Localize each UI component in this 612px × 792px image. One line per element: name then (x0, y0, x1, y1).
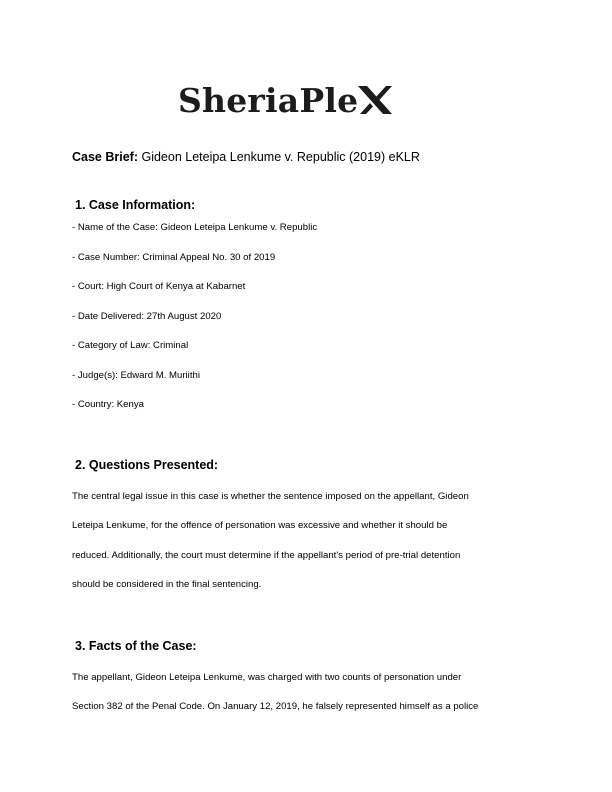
case-info-number: - Case Number: Criminal Appeal No. 30 of 2019 (72, 252, 276, 263)
case-brief-name: Gideon Leteipa Lenkume v. Republic (2019) eKLR (138, 150, 420, 164)
logo-wordmark: SheriaPle (178, 80, 359, 120)
case-info-date: - Date Delivered: 27th August 2020 (72, 311, 222, 322)
case-info-judges: - Judge(s): Edward M. Muriithi (72, 370, 200, 381)
case-info-name: - Name of the Case: Gideon Leteipa Lenkume v. Republic (72, 222, 318, 233)
case-brief-label: Case Brief: (72, 150, 138, 164)
questions-line: Leteipa Lenkume, for the offence of personation was excessive and whether it should be (72, 520, 448, 531)
case-brief-title (72, 150, 420, 164)
questions-line: The central legal issue in this case is whether the sentence imposed on the appellant, Gideon (72, 491, 469, 502)
facts-heading: 3. Facts of the Case: (75, 639, 197, 653)
questions-presented-heading: 2. Questions Presented: (75, 458, 219, 472)
case-info-category: - Category of Law: Criminal (72, 340, 189, 351)
case-info-court: - Court: High Court of Kenya at Kabarnet (72, 281, 246, 292)
questions-line: reduced. Additionally, the court must determine if the appellant's period of pre-trial detention (72, 550, 461, 561)
facts-line: The appellant, Gideon Leteipa Lenkume, was charged with two counts of personation under (72, 672, 462, 683)
logo-x-mark-icon (356, 83, 394, 117)
case-information-heading: 1. Case Information: (75, 198, 196, 212)
facts-line: Section 382 of the Penal Code. On January 12, 2019, he falsely represented himself as a police (72, 701, 479, 712)
case-info-country: - Country: Kenya (72, 399, 144, 410)
questions-line: should be considered in the final sentencing. (72, 579, 262, 590)
sheriaplex-logo (178, 78, 394, 122)
